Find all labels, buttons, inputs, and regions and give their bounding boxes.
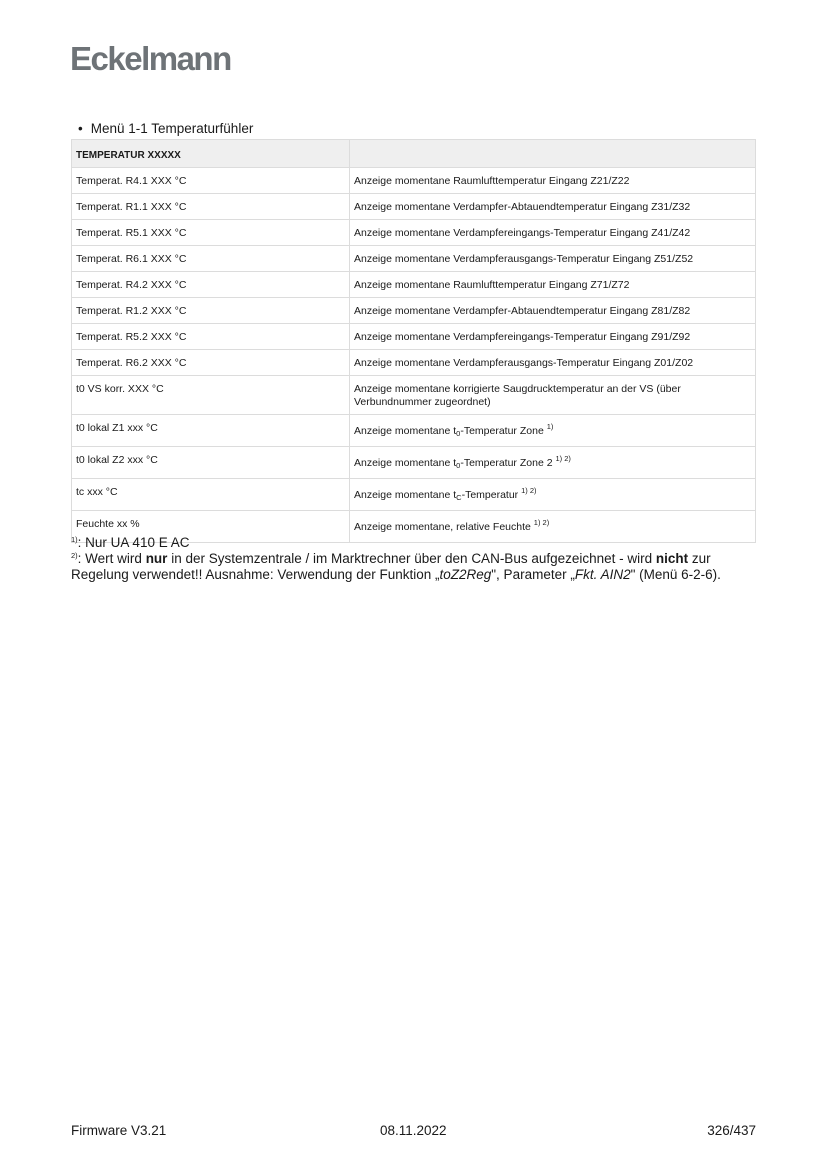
table-row [72,168,756,194]
desc-text: -Temperatur Zone 2 [460,457,556,469]
table-row [72,324,756,350]
table-header-cell: TEMPERATUR XXXXX [72,140,350,168]
footer-firmware: Firmware V3.21 [71,1123,167,1138]
desc-text: Anzeige momentane t [354,457,457,469]
footnote-mark: 2) [71,551,78,560]
desc-cell [350,447,756,479]
desc-cell: Anzeige momentane Raumlufttemperatur Eingang Z21/Z22 [350,168,756,194]
param-cell: t0 lokal Z2 xxx °C [72,447,350,479]
desc-cell: Anzeige momentane Verdampfer-Abtauendtemperatur Eingang Z31/Z32 [350,194,756,220]
table-row [72,272,756,298]
footnote-ref: 1) 2) [555,454,571,463]
parameter-table [71,139,756,543]
table-row [72,194,756,220]
table-row [72,479,756,511]
footer-page-number: 326/437 [707,1123,756,1138]
param-cell: Temperat. R6.2 XXX °C [72,350,350,376]
table-header-cell [350,140,756,168]
desc-cell: Anzeige momentane Verdampfereingangs-Temperatur Eingang Z91/Z92 [350,324,756,350]
company-logo: Eckelmann [70,40,231,77]
desc-cell: Anzeige momentane korrigierte Saugdrucktemperatur an der VS (über Verbundnummer zugeordnet) [350,376,756,415]
table-row [72,350,756,376]
section-title-text: Menü 1-1 Temperaturfühler [90,121,254,136]
param-cell: t0 lokal Z1 xxx °C [72,415,350,447]
desc-text: Anzeige momentane t [354,425,457,437]
desc-text: Anzeige momentane, relative Feuchte [354,521,534,533]
desc-cell: Anzeige momentane Verdampfereingangs-Temperatur Eingang Z41/Z42 [350,220,756,246]
desc-cell: Anzeige momentane Verdampferausgangs-Temperatur Eingang Z51/Z52 [350,246,756,272]
desc-text: -Temperatur [461,489,522,501]
emphasis-italic: toZ2Reg [439,567,492,582]
footnote-text: " (Menü 6-2-6). [630,567,721,582]
param-cell: Temperat. R4.1 XXX °C [72,168,350,194]
desc-cell: Anzeige momentane Verdampfer-Abtauendtemperatur Eingang Z81/Z82 [350,298,756,324]
footnote-text: zur Regelung verwendet!! Ausnahme: Verwendung der Funktion „ [71,551,711,582]
table-row [72,447,756,479]
emphasis-bold: nicht [655,551,689,566]
footnote-text: in der Systemzentrale / im Marktrechner über den CAN-Bus aufgezeichnet - wird [167,551,656,566]
emphasis-italic: Fkt. AIN2 [574,567,631,582]
desc-cell: Anzeige momentane Verdampferausgangs-Temperatur Eingang Z01/Z02 [350,350,756,376]
footnote-ref: 1) [546,422,554,431]
desc-text: -Temperatur Zone [460,425,547,437]
footnote-ref: 1) 2) [521,486,537,495]
footnote-1 [71,535,761,551]
table-row [72,220,756,246]
desc-cell [350,479,756,511]
footnote-text: ", Parameter „ [491,567,575,582]
table-header-row [72,140,756,168]
footer-date: 08.11.2022 [380,1123,447,1138]
param-cell: Temperat. R1.2 XXX °C [72,298,350,324]
emphasis-bold: nur [145,551,168,566]
param-cell: Temperat. R5.2 XXX °C [72,324,350,350]
footnote-ref: 1) 2) [533,518,550,527]
footnote-text: : Wert wird [77,551,146,566]
param-cell: Temperat. R1.1 XXX °C [72,194,350,220]
footnote-2 [71,551,761,583]
footnote-mark: 1) [71,535,78,544]
subscript: 0 [456,461,461,470]
desc-cell [350,415,756,447]
param-cell: Feuchte xx % [72,511,350,543]
param-cell: Temperat. R6.1 XXX °C [72,246,350,272]
table-row [72,246,756,272]
footnote-text: : Nur UA 410 E AC [77,535,190,550]
footnotes [71,535,761,583]
subscript: C [456,493,462,502]
desc-cell: Anzeige momentane Raumlufttemperatur Eingang Z71/Z72 [350,272,756,298]
table-row [72,415,756,447]
param-cell: Temperat. R4.2 XXX °C [72,272,350,298]
param-cell: t0 VS korr. XXX °C [72,376,350,415]
desc-text: Anzeige momentane t [354,489,457,501]
table-row [72,376,756,415]
section-title [78,121,253,136]
subscript: 0 [456,429,461,438]
bullet-marker: • [78,121,83,136]
table-row [72,298,756,324]
param-cell: Temperat. R5.1 XXX °C [72,220,350,246]
param-cell: tc xxx °C [72,479,350,511]
